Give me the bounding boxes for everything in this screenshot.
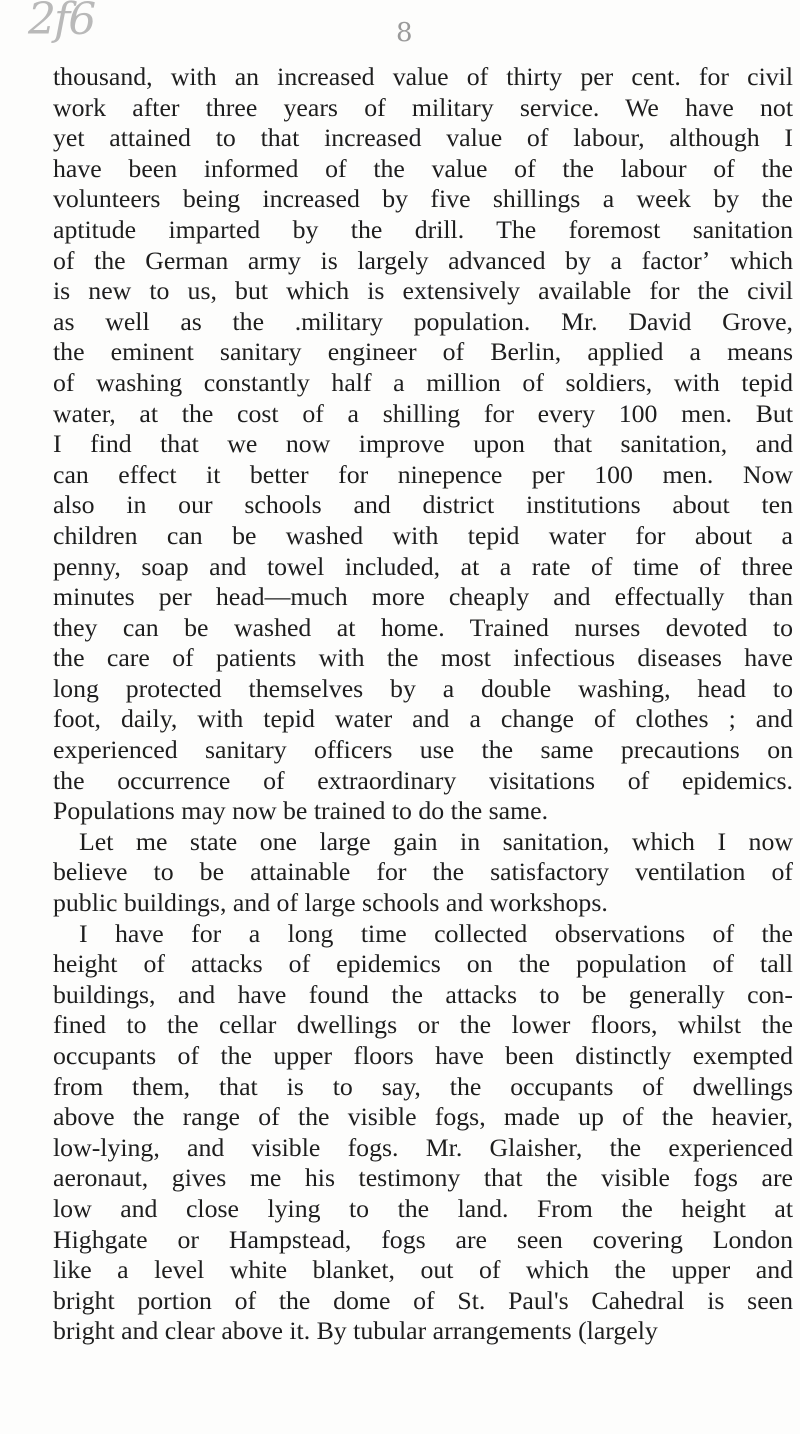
text-line: they can be washed at home. Trained nurses devoted to <box>53 612 793 642</box>
text-line: long protected themselves by a double washing, head to <box>53 673 793 703</box>
text-line: believe to be attainable for the satisfactory ventilation of <box>53 857 793 887</box>
text-line: the occurrence of extraordinary visitations of epidemics. <box>53 765 793 795</box>
text-line: from them, that is to say, the occupants of dwellings <box>53 1071 793 1101</box>
text-line: the eminent sanitary engineer of Berlin, applied a means <box>53 337 793 367</box>
text-line: fined to the cellar dwellings or the lower floors, whilst the <box>53 1010 793 1040</box>
text-line: can effect it better for ninepence per 100 men. Now <box>53 459 793 489</box>
text-line: Let me state one large gain in sanitation, which I now <box>79 826 793 856</box>
text-line: above the range of the visible fogs, made up of the heavier, <box>53 1102 793 1132</box>
text-line: children can be washed with tepid water for about a <box>53 520 793 550</box>
text-line: yet attained to that increased value of labour, although I <box>53 123 793 153</box>
text-line: experienced sanitary officers use the same precautions on <box>53 735 793 765</box>
text-line: minutes per head—much more cheaply and effectually than <box>53 582 793 612</box>
text-line: aeronaut, gives me his testimony that the visible fogs are <box>53 1163 793 1193</box>
text-line: buildings, and have found the attacks to be generally con- <box>53 979 793 1009</box>
text-line: work after three years of military service. We have not <box>53 92 793 122</box>
text-line: is new to us, but which is extensively available for the civil <box>53 276 793 306</box>
text-line: I have for a long time collected observations of the <box>79 918 793 948</box>
text-line: penny, soap and towel included, at a rate of time of three <box>53 551 793 581</box>
text-line: volunteers being increased by five shillings a week by the <box>53 184 793 214</box>
text-line: I find that we now improve upon that sanitation, and <box>53 429 793 459</box>
page-folio-mark: 8 <box>396 18 413 48</box>
text-line: Populations may now be trained to do the same. <box>53 796 549 826</box>
text-line: like a level white blanket, out of which the upper and <box>53 1255 793 1285</box>
text-line: bright and clear above it. By tubular arrangements (largely <box>53 1316 658 1346</box>
text-line: aptitude imparted by the drill. The foremost sanitation <box>53 214 793 244</box>
text-line: as well as the .military population. Mr. David Grove, <box>53 306 793 336</box>
text-line: water, at the cost of a shilling for every 100 men. But <box>53 398 793 428</box>
text-line: low and close lying to the land. From the height at <box>53 1193 793 1223</box>
text-line: foot, daily, with tepid water and a change of clothes ; and <box>53 704 793 734</box>
text-line: have been informed of the value of the labour of the <box>53 153 793 183</box>
text-line: height of attacks of epidemics on the population of tall <box>53 949 793 979</box>
body-text <box>53 62 793 1347</box>
text-line: occupants of the upper floors have been distinctly exempted <box>53 1041 793 1070</box>
text-line: also in our schools and district institutions about ten <box>53 490 793 520</box>
text-line: of the German army is largely advanced by a factorʼ which <box>53 245 793 275</box>
text-line: Highgate or Hampstead, fogs are seen covering London <box>53 1224 793 1254</box>
text-line: of washing constantly half a million of soldiers, with tepid <box>53 367 793 397</box>
text-line: public buildings, and of large schools and workshops. <box>53 888 608 918</box>
text-line: bright portion of the dome of St. Paul's Cahedral is seen <box>53 1285 793 1315</box>
text-line: thousand, with an increased value of thirty per cent. for civil <box>53 62 793 91</box>
text-line: the care of patients with the most infectious diseases have <box>53 643 793 673</box>
text-line: low-lying, and visible fogs. Mr. Glaisher, the experienced <box>53 1132 793 1162</box>
pencil-annotation: 2f6 <box>28 0 95 45</box>
